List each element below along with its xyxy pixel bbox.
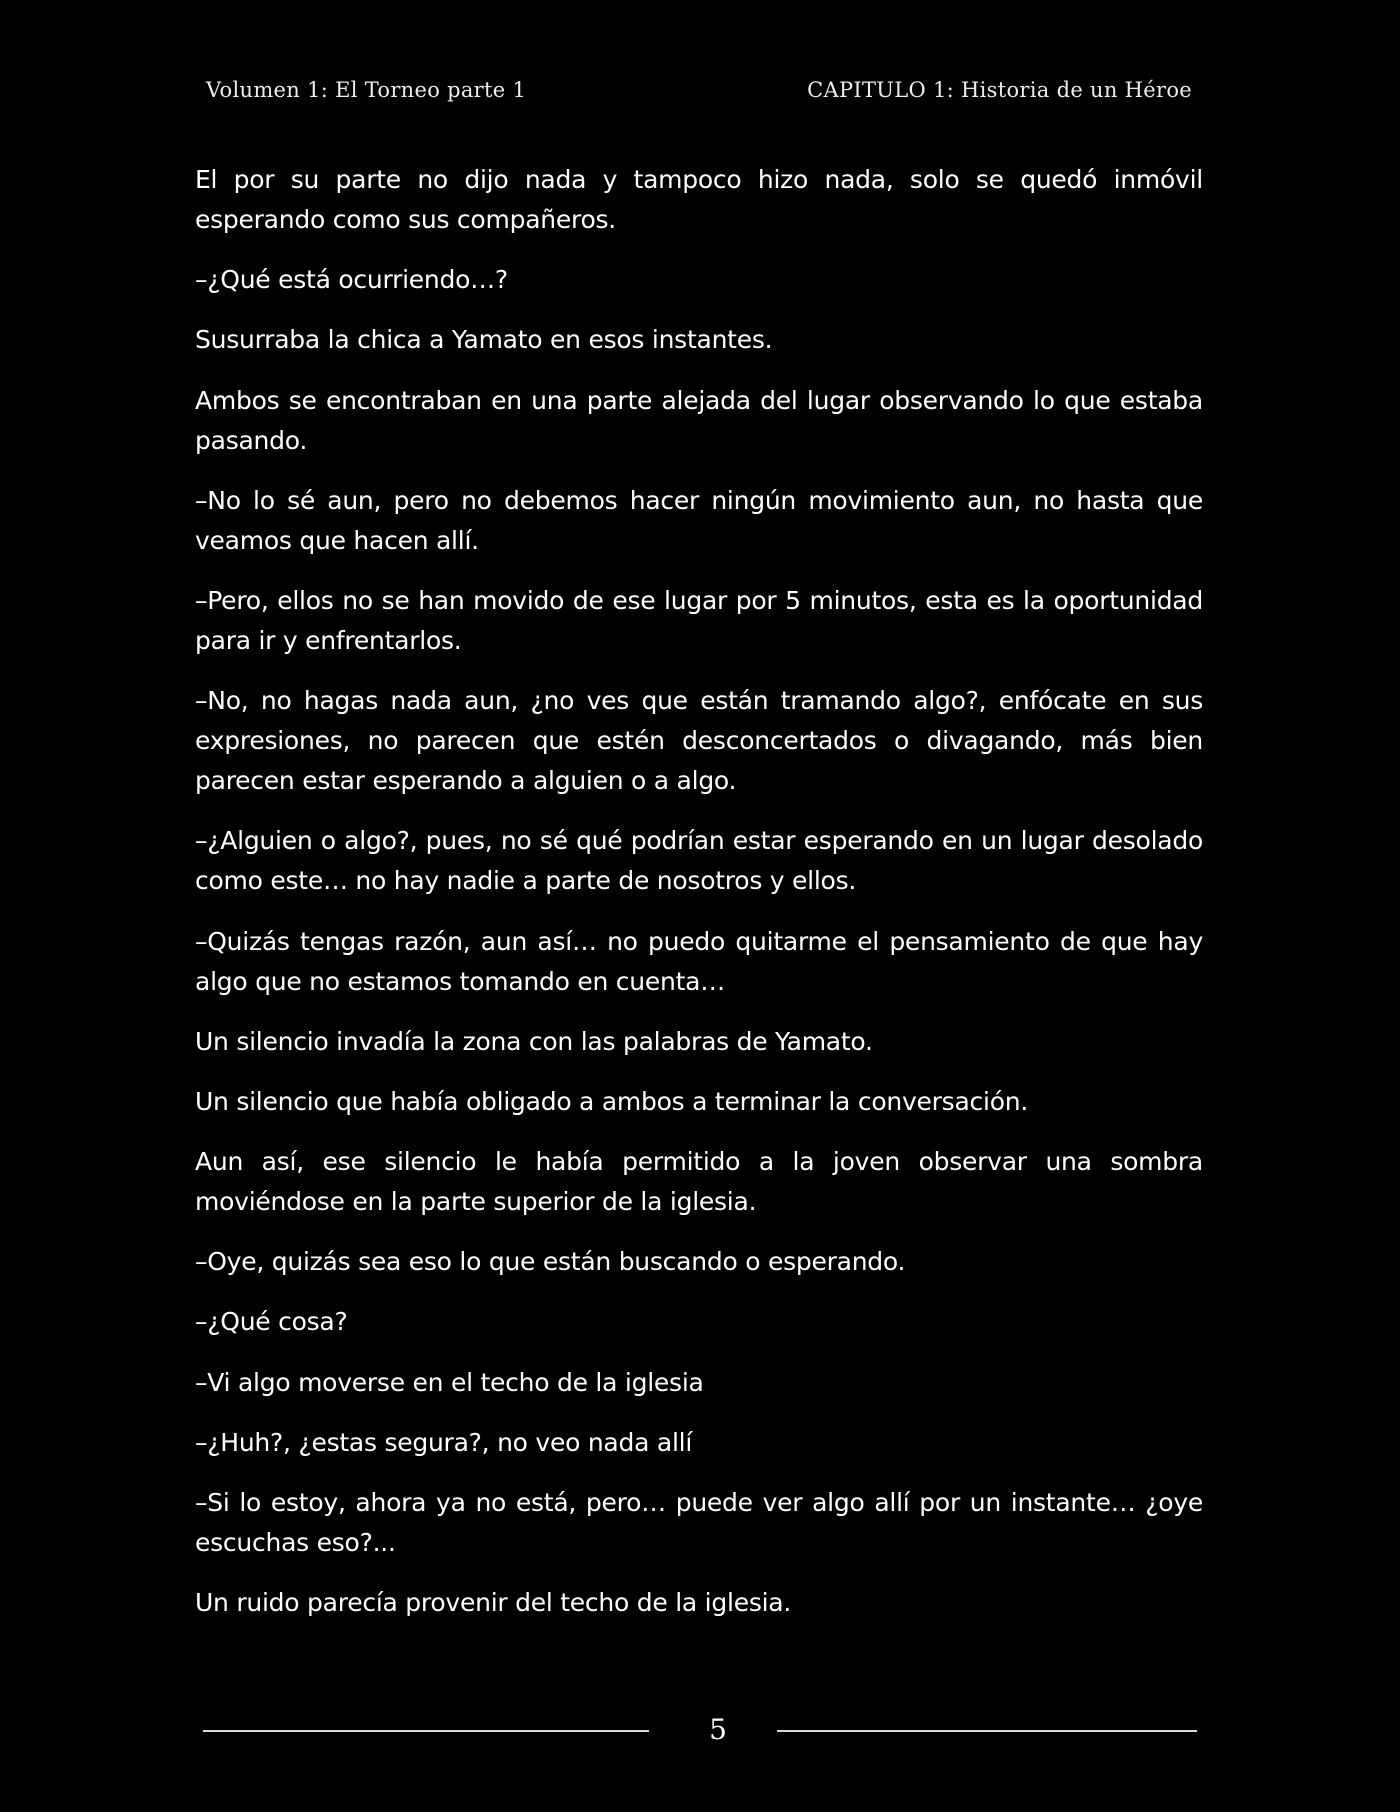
paragraph: –¿Qué cosa? <box>195 1307 348 1337</box>
footer-rule-right <box>777 1730 1197 1732</box>
paragraph: –¿Qué está ocurriendo…? <box>195 265 508 295</box>
paragraph: –Vi algo moverse en el techo de la iglesia <box>195 1367 704 1397</box>
body-text <box>195 160 1203 1643</box>
paragraph: –No, no hagas nada aun, ¿no ves que están tramando algo?, enfócate en sus expresiones, no parecen que estén desconcertados o divagando, más bien parecen estar esperando a alguien o a algo. <box>195 686 1203 796</box>
paragraph: Un silencio invadía la zona con las palabras de Yamato. <box>195 1026 873 1056</box>
running-header <box>206 78 1192 108</box>
paragraph: –No lo sé aun, pero no debemos hacer ningún movimiento aun, no hasta que veamos que hacen allí. <box>195 485 1203 555</box>
paragraph: –Oye, quizás sea eso lo que están buscando o esperando. <box>195 1247 906 1277</box>
volume-title: Volumen 1: El Torneo parte 1 <box>206 78 527 102</box>
paragraph: –¿Huh?, ¿estas segura?, no veo nada allí <box>195 1427 693 1457</box>
paragraph: Un silencio que había obligado a ambos a terminar la conversación. <box>195 1086 1029 1116</box>
paragraph: –Si lo estoy, ahora ya no está, pero… puede ver algo allí por un instante… ¿oye escuchas eso?... <box>195 1488 1203 1557</box>
paragraph: –Quizás tengas razón, aun así… no puedo quitarme el pensamiento de que hay algo que no estamos tomando en cuenta… <box>195 926 1203 996</box>
paragraph: –Pero, ellos no se han movido de ese lugar por 5 minutos, esta es la oportunidad para ir y enfrentarlos. <box>195 585 1203 655</box>
page-number: 5 <box>709 1713 727 1746</box>
paragraph: Aun así, ese silencio le había permitido a la joven observar una sombra moviéndose en la parte superior de la iglesia. <box>195 1147 1203 1217</box>
paragraph: –¿Alguien o algo?, pues, no sé qué podrían estar esperando en un lugar desolado como este… no hay nadie a parte de nosotros y ellos. <box>195 826 1203 896</box>
footer-rule-left <box>203 1730 649 1732</box>
paragraph: El por su parte no dijo nada y tampoco hizo nada, solo se quedó inmóvil esperando como sus compañeros. <box>195 165 1203 234</box>
chapter-title: CAPITULO 1: Historia de un Héroe <box>807 78 1192 102</box>
page-footer <box>203 1712 1197 1752</box>
paragraph: Un ruido parecía provenir del techo de la iglesia. <box>195 1588 792 1618</box>
paragraph: Susurraba la chica a Yamato en esos instantes. <box>195 325 773 355</box>
paragraph: Ambos se encontraban en una parte alejada del lugar observando lo que estaba pasando. <box>195 385 1203 455</box>
